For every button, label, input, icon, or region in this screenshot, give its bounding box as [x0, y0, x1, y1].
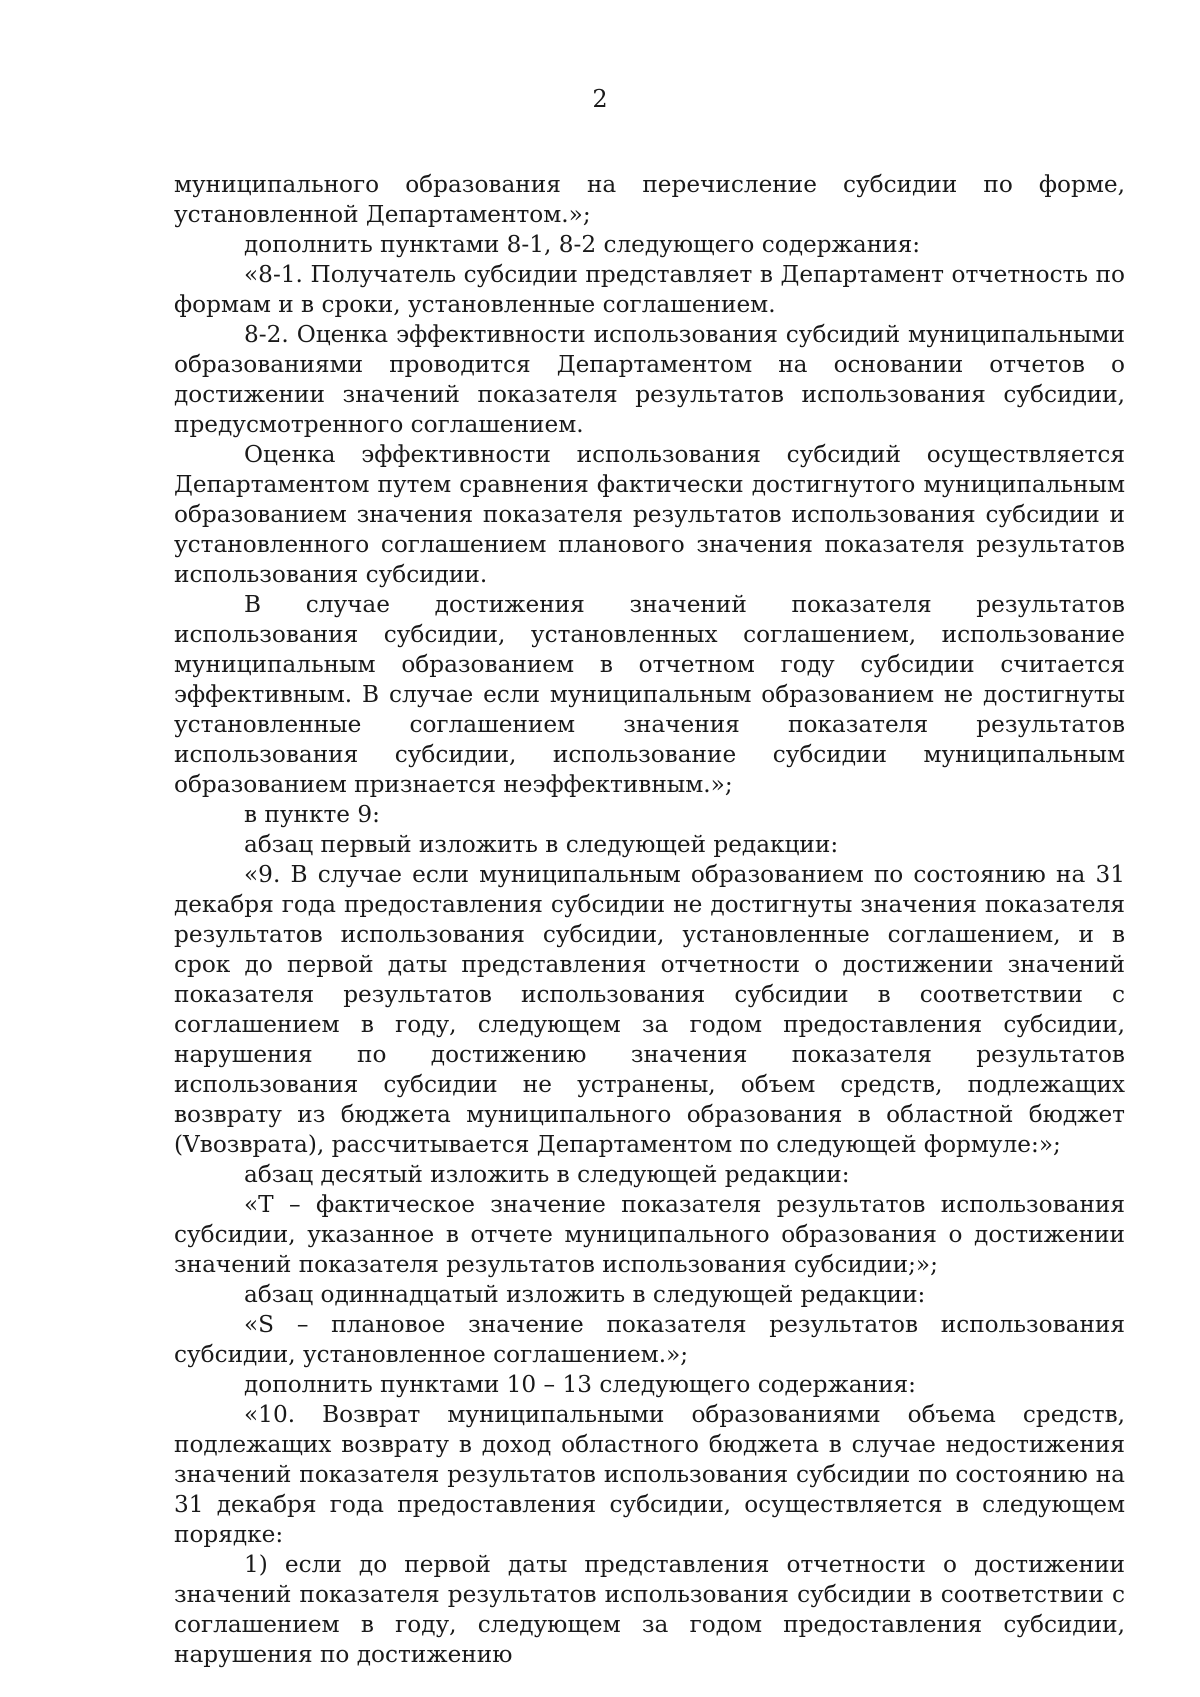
paragraph-evaluation: Оценка эффективности использования субсидий осуществляется Департаментом путем сравнения фактически достигнутого муниципальным образованием значения показателя результатов использования субсидии и установленного соглашением планового значения показателя результатов использования субсидии. [174, 441, 1125, 588]
paragraph-item-9-intro: в пункте 9: [244, 801, 380, 828]
paragraph-10-1: 1) если до первой даты представления отчетности о достижении значений показателя результатов использования субсидии в соответствии с соглашением в году, следующем за годом предоставления субсидии, нарушения по достижению [174, 1551, 1125, 1668]
paragraph-t-definition: «T – фактическое значение показателя результатов использования субсидии, указанное в отчете муниципального образования о достижении значений показателя результатов использования субсидии;»; [174, 1191, 1125, 1278]
paragraph-10: «10. Возврат муниципальными образованиями объема средств, подлежащих возврату в доход областного бюджета в случае недостижения значений показателя результатов использования субсидии по состоянию на 31 декабря года предоставления субсидии, осуществляется в следующем порядке: [174, 1401, 1125, 1548]
paragraph-8-1: «8-1. Получатель субсидии представляет в Департамент отчетность по формам и в сроки, установленные соглашением. [174, 261, 1125, 318]
paragraph-9: «9. В случае если муниципальным образованием по состоянию на 31 декабря года предоставления субсидии не достигнуты значения показателя результатов использования субсидии, установленные соглашением, и в срок до первой даты представления отчетности о достижении значений показателя результатов использования субсидии в соответствии с соглашением в году, следующем за годом предоставления субсидии, нарушения по достижению значения показателя результатов использования субсидии не устранены, объем средств, подлежащих возврату из бюджета муниципального образования в областной бюджет (Vвозврата), рассчитывается Департаментом по следующей формуле:»; [174, 861, 1125, 1158]
paragraph-items-10-13-intro: дополнить пунктами 10 – 13 следующего содержания: [244, 1371, 916, 1398]
paragraph-effectiveness: В случае достижения значений показателя результатов использования субсидии, установленных соглашением, использование муниципальным образованием в отчетном году субсидии считается эффективным. В случае если муниципальным образованием не достигнуты установленные соглашением значения показателя результатов использования субсидии, использование субсидии муниципальным образованием признается неэффективным.»; [174, 591, 1125, 798]
paragraph-8-2: 8-2. Оценка эффективности использования субсидий муниципальными образованиями проводится Департаментом на основании отчетов о достижении значений показателя результатов использования субсидии, предусмотренного соглашением. [174, 321, 1125, 438]
paragraph-tenth-abzac-intro: абзац десятый изложить в следующей редакции: [244, 1161, 850, 1188]
page-number: 2 [592, 85, 608, 113]
paragraph-continuation: муниципального образования на перечисление субсидии по форме, установленной Департаментом.»; [174, 171, 1125, 228]
paragraph-first-abzac-intro: абзац первый изложить в следующей редакции: [244, 831, 839, 858]
document-body [174, 170, 1125, 1670]
paragraph-amendment-intro: дополнить пунктами 8-1, 8-2 следующего содержания: [244, 231, 921, 258]
paragraph-eleventh-abzac-intro: абзац одиннадцатый изложить в следующей редакции: [244, 1281, 926, 1308]
paragraph-s-definition: «S – плановое значение показателя результатов использования субсидии, установленное соглашением.»; [174, 1311, 1125, 1368]
